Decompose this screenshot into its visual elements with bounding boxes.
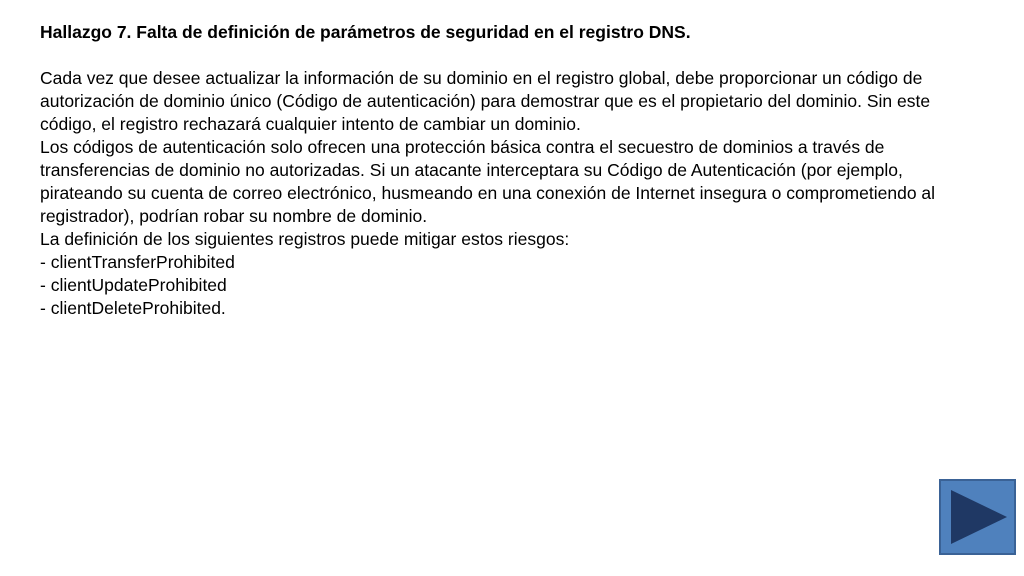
spacer [40, 44, 970, 67]
play-arrow-icon [941, 481, 1014, 553]
next-slide-button[interactable] [939, 479, 1016, 555]
paragraph-mitigation: La definición de los siguientes registros puede mitigar estos riesgos: [40, 229, 570, 249]
slide-content [40, 21, 970, 320]
paragraph-protection: Los códigos de autenticación solo ofrecen una protección básica contra el secuestro de dominios a través de transferencias de dominio no autorizadas. Si un atacante interceptara su Código de Autenticación (por ejemplo, pirateando su cuenta de correo electrónico, husmeando en una conexión de Internet insegura o comprometiendo al registrador), podrían robar su nombre de dominio. [40, 137, 936, 226]
paragraph-auth-code: Cada vez que desee actualizar la información de su dominio en el registro global, debe proporcionar un código de autorización de dominio único (Código de autenticación) para demostrar que es el propietario del dominio. Sin este código, el registro rechazará cualquier intento de cambiar un dominio. [40, 68, 931, 134]
slide-title: Hallazgo 7. Falta de definición de parámetros de seguridad en el registro DNS. [40, 22, 691, 42]
list-item: - clientUpdateProhibited [40, 275, 227, 295]
list-item: - clientTransferProhibited [40, 252, 235, 272]
list-item: - clientDeleteProhibited. [40, 298, 226, 318]
record-list [40, 251, 970, 320]
